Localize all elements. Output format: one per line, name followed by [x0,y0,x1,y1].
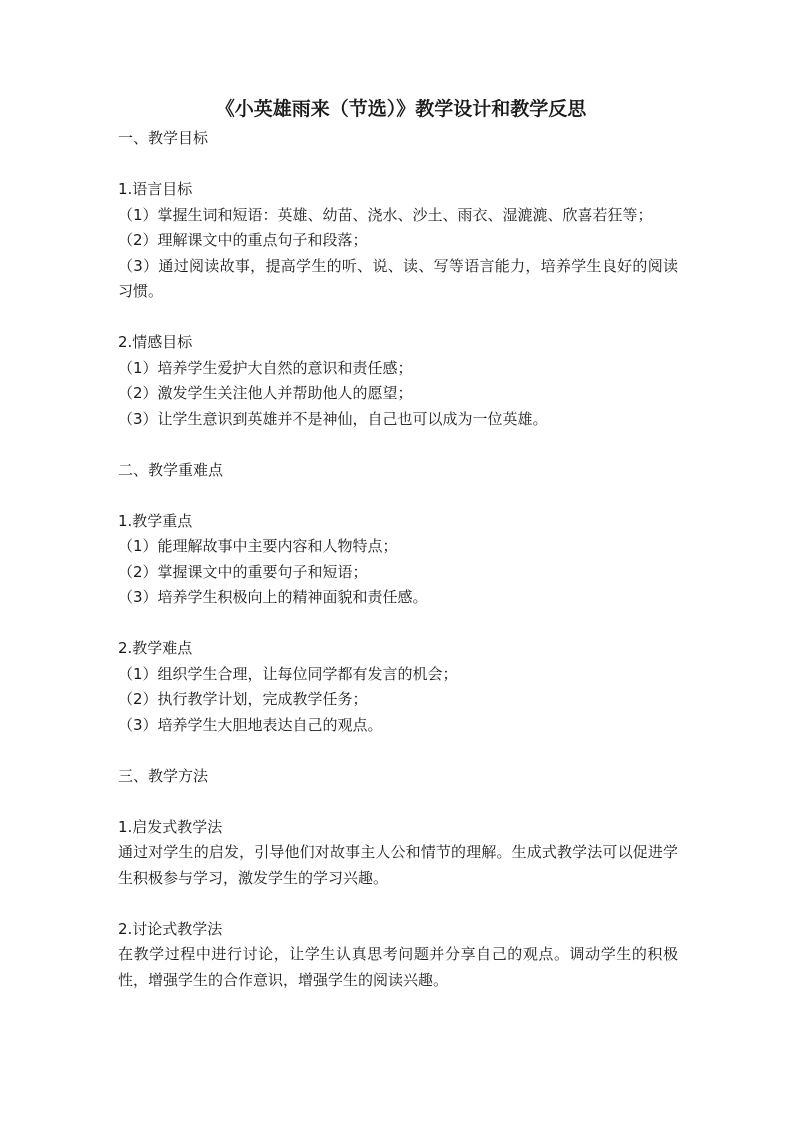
section-heading-methods: 三、教学方法 [118,766,209,785]
list-item: （1）组织学生合理，让每位同学都有发言的机会； [118,664,458,683]
list-item: （3）通过阅读故事，提高学生的听、说、读、写等语言能力，培养学生良好的阅读习惯。 [118,256,678,300]
list-item: （3）让学生意识到英雄并不是神仙，自己也可以成为一位英雄。 [118,409,548,428]
section-heading-key-points: 二、教学重难点 [118,460,224,479]
spacer [118,789,678,815]
spacer [118,891,678,917]
document-body [118,92,678,993]
list-item: （1）掌握生词和短语：英雄、幼苗、浇水、沙土、雨衣、湿漉漉、欣喜若狂等； [118,205,653,224]
subheading-teaching-focus: 1.教学重点 [118,511,193,530]
list-item: （2）执行教学计划，完成教学任务； [118,690,368,708]
paragraph: 在教学过程中进行讨论，让学生认真思考问题并分享自己的观点。调动学生的积极性，增强学生的合作意识，增强学生的阅读兴趣。 [118,945,678,989]
list-item: （2）掌握课文中的重要句子和短语； [118,562,368,581]
list-item: （3）培养学生大胆地表达自己的观点。 [118,715,383,734]
subheading-discussion-method: 2.讨论式教学法 [118,919,223,938]
spacer [118,483,678,509]
subheading-language-goals: 1.语言目标 [118,180,193,198]
subheading-heuristic-method: 1.启发式教学法 [118,817,223,836]
list-item: （2）理解课文中的重点句子和段落； [118,231,368,249]
spacer [118,432,678,458]
subheading-teaching-difficulty: 2.教学难点 [118,639,193,657]
paragraph: 通过对学生的启发，引导他们对故事主人公和情节的理解。生成式教学法可以促进学生积极参与学习，激发学生的学习兴趣。 [118,843,678,887]
list-item: （1）培养学生爱护大自然的意识和责任感； [118,358,413,377]
spacer [118,305,678,331]
spacer [118,738,678,764]
list-item: （3）培养学生积极向上的精神面貌和责任感。 [118,588,428,606]
document-title: 《小英雄雨来（节选）》教学设计和教学反思 [215,98,587,120]
spacer [118,611,678,637]
spacer [118,152,678,178]
list-item: （2）激发学生关注他人并帮助他人的愿望； [118,384,413,402]
subheading-emotion-goals: 2.情感目标 [118,333,193,351]
list-item: （1）能理解故事中主要内容和人物特点； [118,537,398,555]
section-heading-goals: 一、教学目标 [118,129,209,147]
